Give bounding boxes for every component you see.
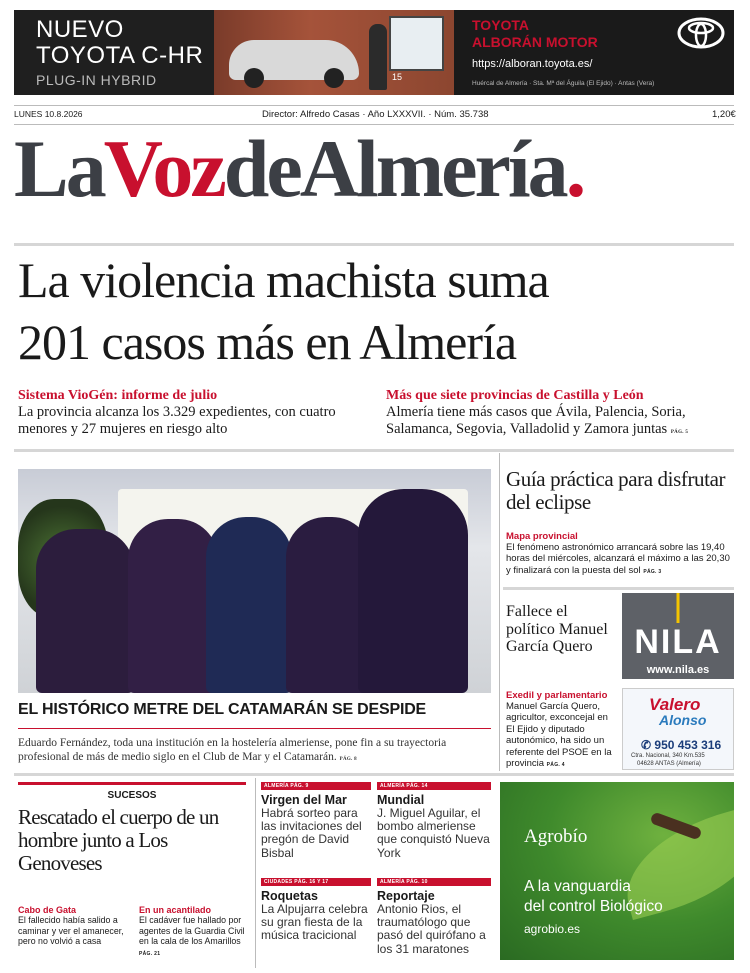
eclipse-title[interactable]: Guía práctica para disfrutar del eclipse [506,467,726,515]
brief-title: Mundial [377,793,425,807]
headline-left-sub [18,388,363,437]
ad-badge: 15 [392,72,403,82]
newspaper-logo[interactable] [14,123,584,214]
nila-url[interactable]: www.nila.es [646,664,710,676]
ad-left-line-1: NUEVO [36,16,124,43]
nila-ad[interactable] [622,593,734,679]
ad-url[interactable]: https://alboran.toyota.es/ [472,58,593,70]
main-headline-line-2[interactable]: 201 casos más en Almería [18,314,517,370]
valero-ad[interactable] [622,688,734,770]
nila-road-icon [666,593,690,623]
agrobio-line-2: del control Biológico [524,898,663,915]
valero-addr-1: Ctra. Nacional, 340 Km.535 [631,753,705,759]
main-photo[interactable] [18,469,491,693]
ad-address: Huércal de Almería · Sta. Mª del Águila (El Ejido) · Antas (Vera) [472,80,655,87]
brief-text: Antonio Rios, el traumatólogo que pasó del quirófano a los 31 maratones [377,902,486,956]
brief-title: Reportaje [377,889,435,903]
brief-item[interactable] [261,878,371,943]
headline-right-sub [386,388,734,437]
sucesos-section [18,782,246,803]
logo-la: La [14,123,104,214]
brief-item[interactable] [377,878,491,956]
ad-car-wheel-icon [324,68,344,88]
sucesos-right-text: El cadáver fue hallado por agentes de la Guardia Civil en la cala de los Amarillos PÁG. 21 [139,915,245,957]
ad-person-icon [369,24,387,90]
brief-item[interactable] [261,782,371,860]
logo-dot: . [565,123,584,214]
right-text: Almería tiene más casos que Ávila, Palencia, Soria, Salamanca, Segovia, Valladolid y Zamora juntas PÁG. 5 [386,404,689,437]
brief-tag: ALMERÍA PÁG. 9 [261,782,371,790]
ad-right-title-1: TOYOTA [472,17,530,33]
sucesos-title[interactable]: Rescatado el cuerpo de un hombre junto a Los Genoveses [18,805,219,876]
ad-window [389,16,444,71]
eclipse-kicker: Mapa provincial [506,531,578,542]
director-line: Director: Alfredo Casas · Año LXXXVII. · Núm. 35.738 [262,109,489,120]
valero-name-2: Alonso [659,712,707,728]
fallece-kicker: Exedil y parlamentario [506,690,608,701]
fallece-title[interactable]: Fallece el político Manuel García Quero [506,603,608,656]
brief-title: Roquetas [261,889,318,903]
ad-left-line-2: TOYOTA C-HR [36,42,204,69]
phone-icon: ✆ [641,738,652,752]
nila-name: NILA [634,623,722,661]
sucesos-right-kicker: En un acantilado [139,905,212,915]
ad-right-title-2: ALBORÁN MOTOR [472,34,598,50]
agrobio-line-1: A la vanguardia [524,878,631,895]
valero-name-1: Valero [649,695,701,714]
brief-text: J. Miguel Aguilar, el bombo almeriense que conquistó Nueva York [377,806,490,860]
photo-person-icon [358,489,468,693]
sucesos-right [139,905,251,957]
photo-person-icon [128,519,218,693]
valero-addr-2: 04628 ANTAS (Almería) [637,761,701,767]
top-ad[interactable] [14,10,734,95]
sucesos-left [18,905,130,947]
price: 1,20€ [712,109,736,120]
issue-date: LUNES 10.8.2026 [14,109,83,119]
brief-tag: ALMERÍA PÁG. 10 [377,878,491,886]
brief-text: Habrá sorteo para las invitaciones del pregón de David Bisbal [261,806,362,860]
right-pag: PÁG. 5 [670,429,689,435]
brief-text: La Alpujarra celebra su gran fiesta de la música tracicional [261,902,368,943]
valero-phone: ✆ 950 453 316 [641,738,722,752]
brief-item[interactable] [377,782,491,860]
right-kicker: Más que siete provincias de Castilla y León [386,388,644,403]
sucesos-left-text: El fallecido había salido a caminar y ver el amanecer, pero no volvió a casa [18,915,124,947]
main-headline-line-1[interactable]: La violencia machista suma [18,252,549,308]
logo-de: de [223,123,300,214]
toyota-logo-icon [676,16,726,50]
brief-title: Virgen del Mar [261,793,347,807]
fallece-pag: PÁG. 4 [546,761,565,768]
agrobio-url[interactable]: agrobio.es [524,922,581,936]
sucesos-label: SUCESOS [107,790,157,801]
eclipse-text: El fenómeno astronómico arrancará sobre las 19,40 horas del miércoles, alcanzará el máximo a las 20,30 y finalizará con la puesta del sol PÁG. 3 [506,542,730,576]
left-text: La provincia alcanza los 3.329 expedientes, con cuatro menores y 27 mujeres en riesgo alto [18,404,336,437]
sucesos-right-pag: PÁG. 21 [139,950,161,957]
photo-story-pag: PÁG. 8 [339,757,357,763]
fallece-text: Manuel García Quero, agricultor, exconcejal en El Ejido y diputado autonómico, ha sido un referente del PSOE en la provincia PÁG. 4 [506,701,612,769]
ad-car-wheel-icon [244,68,264,88]
ad-left-sub: PLUG-IN HYBRID [36,72,157,88]
logo-voz: Voz [103,123,224,214]
logo-almeria: Almería [299,123,566,214]
sucesos-left-kicker: Cabo de Gata [18,905,77,915]
agrobio-brand: Agrobío [524,826,588,847]
brief-tag: CIUDADES PÁG. 16 Y 17 [261,878,371,886]
eclipse-pag: PÁG. 3 [643,568,662,575]
photo-person-icon [206,517,292,693]
agrobio-ad[interactable] [500,782,734,960]
photo-story-title[interactable]: EL HISTÓRICO METRE DEL CATAMARÁN SE DESPIDE [18,701,427,718]
left-kicker: Sistema VioGén: informe de julio [18,388,218,403]
photo-story-text: Eduardo Fernández, toda una institución en la hostelería almeriense, pone fin a su trayectoria profesional de más de medio siglo en el Club de Mar y el Catamarán. PÁG. 8 [18,737,447,764]
brief-tag: ALMERÍA PÁG. 14 [377,782,491,790]
photo-person-icon [36,529,134,693]
